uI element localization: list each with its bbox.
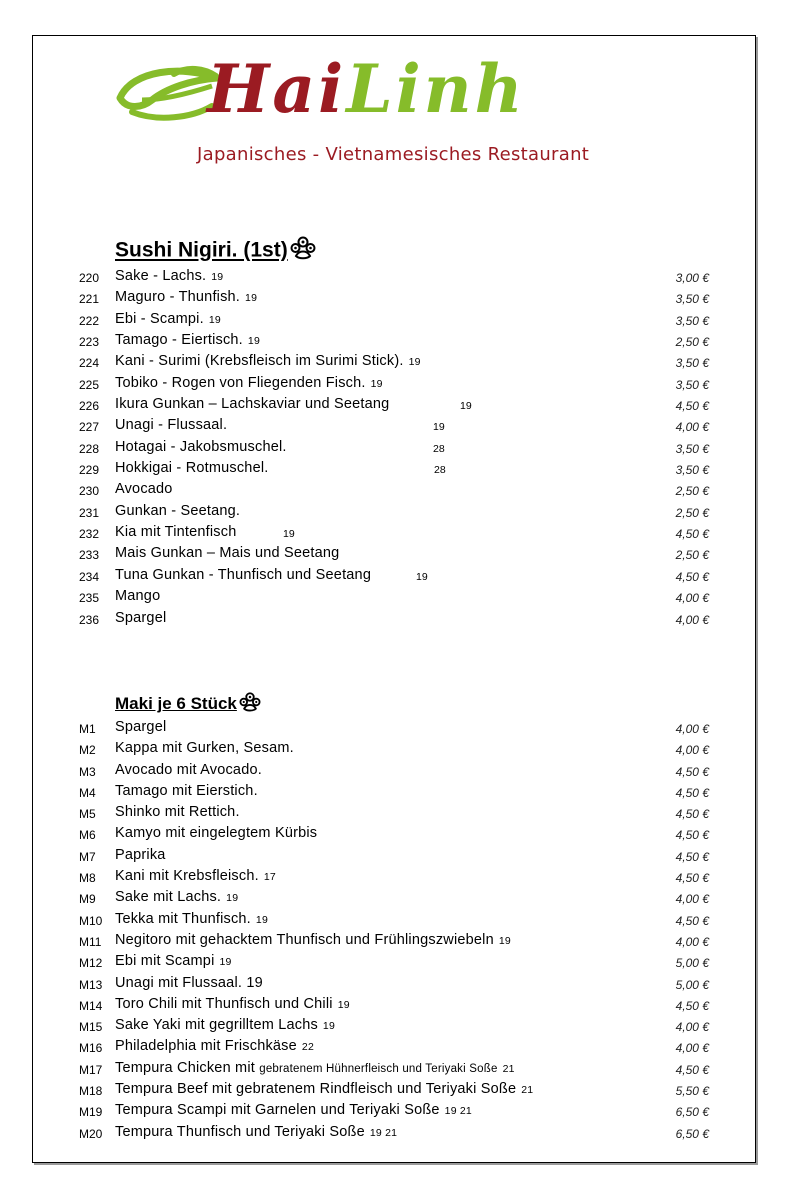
- item-name-text: Tempura Beef mit gebratenem Rindfleisch und Teriyaki Soße: [115, 1081, 517, 1098]
- item-name: [115, 762, 262, 778]
- menu-item-row: [0, 718, 790, 739]
- item-price: 4,50 €: [675, 828, 709, 843]
- item-name-text: Avocado mit Avocado.: [115, 761, 262, 778]
- item-name: [115, 332, 260, 348]
- item-name: [115, 567, 371, 583]
- item-code: M17: [79, 1062, 103, 1077]
- item-price: 4,50 €: [675, 764, 709, 779]
- item-name-text: Ebi mit Scampi: [115, 953, 215, 970]
- item-name-text: Hotagai - Jakobsmuschel.: [115, 438, 287, 455]
- menu-item-row: [0, 288, 790, 309]
- item-allergen: 19: [245, 292, 258, 305]
- item-code: 225: [79, 377, 100, 392]
- item-name-text: Sake mit Lachs.: [115, 889, 222, 906]
- maki-section-title: [115, 692, 261, 717]
- menu-item-row: [0, 395, 790, 416]
- item-name-text: Unagi - Flussaal.: [115, 417, 228, 434]
- logo-name-linh: Linh: [346, 50, 526, 128]
- item-name-text: Avocado: [115, 481, 173, 498]
- restaurant-logo: [112, 50, 672, 170]
- maki-title-text: Maki je 6 Stück: [115, 693, 237, 713]
- item-name: [115, 396, 389, 412]
- item-code: 222: [79, 313, 100, 328]
- item-price: 5,50 €: [675, 1084, 709, 1099]
- item-code: 236: [79, 612, 100, 627]
- item-code: 229: [79, 463, 100, 478]
- item-name-text: Kia mit Tintenfisch: [115, 524, 237, 541]
- item-code: M5: [79, 807, 96, 822]
- item-price: 2,50 €: [675, 335, 709, 350]
- menu-item-row: [0, 803, 790, 824]
- item-code: M3: [79, 764, 96, 779]
- item-name-text: Tempura Thunfisch und Teriyaki Soße: [115, 1123, 365, 1140]
- item-price: 3,50 €: [675, 463, 709, 478]
- item-name: [115, 1017, 335, 1033]
- item-price: 3,00 €: [675, 271, 709, 285]
- item-allergen: 28: [434, 464, 446, 477]
- item-code: 231: [79, 505, 100, 520]
- item-code: M14: [79, 998, 103, 1013]
- item-name-text: Maguro - Thunfish.: [115, 289, 241, 306]
- restaurant-name: [207, 50, 526, 128]
- item-name-text: Tekka mit Thunfisch.: [115, 910, 251, 927]
- item-code: M11: [79, 934, 102, 949]
- item-price: 6,50 €: [675, 1105, 709, 1120]
- item-name: [115, 868, 276, 884]
- item-name: [115, 289, 257, 305]
- item-code: M10: [79, 913, 103, 928]
- item-allergen: 19 21: [369, 1126, 398, 1139]
- item-price: 4,00 €: [675, 743, 709, 758]
- item-name: [115, 503, 240, 519]
- item-name: [115, 1124, 397, 1140]
- item-price: 4,50 €: [675, 785, 709, 800]
- item-name: [115, 889, 238, 905]
- item-allergen: 19: [226, 892, 239, 905]
- sushi-menu-list: [0, 267, 790, 630]
- item-allergen: 19: [255, 913, 268, 926]
- item-name: [115, 804, 240, 820]
- item-price: 4,00 €: [675, 420, 709, 435]
- item-code: M15: [79, 1020, 103, 1035]
- item-code: 228: [79, 441, 100, 456]
- item-name: [115, 439, 287, 455]
- menu-item-row: [0, 331, 790, 352]
- menu-item-row: [0, 931, 790, 952]
- item-name-detail: gebratenem Hühnerfleisch und Teriyaki Soße: [259, 1062, 498, 1075]
- item-allergen: 21: [521, 1084, 534, 1097]
- paw-icon: [290, 236, 316, 266]
- item-name-text: Tobiko - Rogen von Fliegenden Fisch.: [115, 374, 366, 391]
- item-name-text: Sake Yaki mit gegrilltem Lachs: [115, 1017, 318, 1034]
- item-name: [115, 996, 350, 1012]
- menu-item-row: [0, 1101, 790, 1122]
- item-price: 2,50 €: [675, 505, 709, 520]
- item-name: [115, 740, 294, 756]
- item-allergen: 19: [337, 998, 350, 1011]
- item-name: [115, 911, 268, 927]
- item-price: 4,00 €: [675, 591, 709, 606]
- item-code: 223: [79, 335, 100, 350]
- item-code: M6: [79, 828, 96, 843]
- item-name-text: Tempura Scampi mit Garnelen und Teriyaki Soße: [115, 1102, 440, 1119]
- item-price: 3,50 €: [675, 313, 709, 328]
- item-price: 5,00 €: [675, 977, 709, 992]
- item-name: [115, 1038, 314, 1054]
- item-name-text: Tempura Chicken mit: [115, 1059, 255, 1076]
- item-name-text: Spargel: [115, 719, 167, 735]
- item-name-text: Kani mit Krebsfleisch.: [115, 868, 259, 885]
- item-code: M20: [79, 1126, 103, 1141]
- menu-item-row: [0, 502, 790, 523]
- item-name-text: Ebi - Scampi.: [115, 310, 204, 327]
- menu-item-row: [0, 480, 790, 501]
- item-price: 6,50 €: [675, 1126, 709, 1141]
- maki-menu-list: [0, 718, 790, 1144]
- menu-item-row: [0, 587, 790, 608]
- item-allergen: 22: [301, 1041, 314, 1054]
- item-name: [115, 1081, 533, 1097]
- item-price: 4,50 €: [675, 913, 709, 928]
- item-name: [115, 1060, 515, 1076]
- item-name-text: Tamago mit Eierstich.: [115, 782, 258, 799]
- item-code: M9: [79, 892, 96, 907]
- item-code: M8: [79, 871, 96, 886]
- menu-item-row: [0, 416, 790, 437]
- item-price: 3,50 €: [675, 377, 709, 392]
- item-allergen: 19: [283, 528, 295, 541]
- item-allergen: 19: [498, 934, 511, 947]
- item-code: 221: [79, 292, 100, 307]
- item-price: 4,50 €: [675, 527, 709, 542]
- menu-item-row: [0, 761, 790, 782]
- item-price: 3,50 €: [675, 292, 709, 307]
- menu-item-row: [0, 867, 790, 888]
- item-code: M16: [79, 1041, 103, 1056]
- item-code: M7: [79, 849, 96, 864]
- menu-item-row: [0, 782, 790, 803]
- menu-item-row: [0, 609, 790, 630]
- item-allergen: 17: [263, 871, 276, 884]
- menu-item-row: [0, 1037, 790, 1058]
- item-allergen: 19: [219, 956, 232, 969]
- item-price: 2,50 €: [675, 548, 709, 563]
- item-price: 3,50 €: [675, 356, 709, 371]
- item-name: [115, 311, 221, 327]
- menu-item-row: [0, 846, 790, 867]
- item-name: [115, 353, 421, 369]
- menu-item-row: [0, 352, 790, 373]
- item-allergen: 19: [208, 313, 221, 326]
- item-code: 235: [79, 591, 100, 606]
- item-name-text: Paprika: [115, 846, 166, 863]
- menu-item-row: [0, 459, 790, 480]
- item-price: 5,00 €: [675, 956, 709, 971]
- item-name-text: Spargel: [115, 609, 167, 626]
- item-price: 2,50 €: [675, 484, 709, 499]
- item-price: 3,50 €: [675, 441, 709, 456]
- item-code: 233: [79, 548, 100, 563]
- item-price: 4,50 €: [675, 399, 709, 414]
- item-name-text: Tuna Gunkan - Thunfisch und Seetang: [115, 566, 372, 583]
- item-name: [115, 610, 166, 626]
- item-name: [115, 932, 511, 948]
- item-name-text: Philadelphia mit Frischkäse: [115, 1038, 297, 1055]
- item-name-text: Shinko mit Rettich.: [115, 804, 240, 821]
- item-allergen: 19: [370, 377, 383, 390]
- menu-item-row: [0, 544, 790, 565]
- menu-item-row: [0, 310, 790, 331]
- menu-item-row: [0, 267, 790, 288]
- item-code: 224: [79, 356, 100, 371]
- item-price: 4,00 €: [675, 892, 709, 907]
- menu-item-row: [0, 523, 790, 544]
- item-allergen: 21: [502, 1062, 515, 1075]
- restaurant-subtitle: Japanisches - Vietnamesisches Restaurant: [197, 144, 590, 165]
- item-name: [115, 783, 258, 799]
- item-name: [115, 545, 339, 561]
- item-name-text: Gunkan - Seetang.: [115, 502, 241, 519]
- menu-item-row: [0, 910, 790, 931]
- paw-icon: [239, 692, 261, 717]
- item-name-text: Kamyo mit eingelegtem Kürbis: [115, 825, 318, 842]
- item-name: [115, 825, 317, 841]
- menu-item-row: [0, 374, 790, 395]
- item-name-text: Ikura Gunkan – Lachskaviar und Seetang: [115, 396, 390, 413]
- item-name: [115, 719, 166, 735]
- logo-name-hai: Hai: [207, 50, 347, 128]
- menu-item-row: [0, 1016, 790, 1037]
- item-code: 220: [79, 271, 100, 285]
- menu-item-row: [0, 566, 790, 587]
- item-name-text: Hokkigai - Rotmuschel.: [115, 460, 269, 477]
- item-name: [115, 588, 160, 604]
- item-allergen: 19: [247, 335, 260, 348]
- item-name-text: Tamago - Eiertisch.: [115, 332, 243, 349]
- item-allergen: 19: [460, 400, 472, 413]
- item-price: 4,00 €: [675, 1041, 709, 1056]
- item-code: M12: [79, 956, 103, 971]
- item-price: 4,50 €: [675, 849, 709, 864]
- item-name: [115, 953, 232, 969]
- item-name: [115, 460, 268, 476]
- item-price: 4,00 €: [675, 612, 709, 627]
- item-name-text: Unagi mit Flussaal. 19: [115, 974, 263, 991]
- item-code: 230: [79, 484, 100, 499]
- menu-item-row: [0, 1123, 790, 1144]
- item-code: 232: [79, 527, 100, 542]
- menu-item-row: [0, 995, 790, 1016]
- item-code: M18: [79, 1084, 103, 1099]
- menu-item-row: [0, 1059, 790, 1080]
- menu-item-row: [0, 974, 790, 995]
- item-name-text: Toro Chili mit Thunfisch und Chili: [115, 995, 333, 1012]
- item-name: [115, 375, 383, 391]
- item-allergen: 19: [416, 570, 428, 583]
- menu-item-row: [0, 888, 790, 909]
- sushi-title-text: Sushi Nigiri. (1st): [115, 238, 288, 262]
- sushi-section-title: [115, 236, 316, 266]
- item-name: [115, 975, 263, 991]
- menu-item-row: [0, 952, 790, 973]
- item-name-text: Negitoro mit gehacktem Thunfisch und Frühlingszwiebeln: [115, 931, 494, 948]
- item-price: 4,00 €: [675, 934, 709, 949]
- item-price: 4,50 €: [675, 569, 709, 584]
- menu-item-row: [0, 1080, 790, 1101]
- item-price: 4,50 €: [675, 1062, 709, 1077]
- item-code: M1: [79, 722, 96, 736]
- item-allergen: 28: [433, 442, 445, 455]
- item-code: 227: [79, 420, 100, 435]
- item-name-text: Kappa mit Gurken, Sesam.: [115, 740, 294, 757]
- item-name: [115, 417, 227, 433]
- item-price: 4,50 €: [675, 998, 709, 1013]
- menu-item-row: [0, 739, 790, 760]
- item-name-text: Kani - Surimi (Krebsfleisch im Surimi Stick).: [115, 353, 404, 370]
- item-allergen: 19 21: [444, 1105, 472, 1118]
- menu-item-row: [0, 824, 790, 845]
- item-name: [115, 481, 173, 497]
- item-price: 4,00 €: [675, 1020, 709, 1035]
- item-code: M19: [79, 1105, 103, 1120]
- item-price: 4,50 €: [675, 871, 709, 886]
- item-name: [115, 524, 236, 540]
- item-code: M2: [79, 743, 96, 758]
- item-name: [115, 268, 223, 284]
- item-allergen: 19: [211, 271, 224, 283]
- item-allergen: 19: [408, 356, 421, 369]
- item-code: M4: [79, 785, 96, 800]
- item-code: 226: [79, 399, 100, 414]
- item-name-text: Sake - Lachs.: [115, 268, 207, 284]
- item-price: 4,00 €: [675, 722, 709, 736]
- menu-item-row: [0, 438, 790, 459]
- item-name: [115, 847, 166, 863]
- item-allergen: 19: [433, 421, 445, 434]
- item-code: 234: [79, 569, 100, 584]
- item-name-text: Mango: [115, 588, 161, 605]
- item-name: [115, 1102, 472, 1118]
- item-name-text: Mais Gunkan – Mais und Seetang: [115, 545, 340, 562]
- item-price: 4,50 €: [675, 807, 709, 822]
- item-allergen: 19: [322, 1020, 336, 1033]
- item-code: M13: [79, 977, 103, 992]
